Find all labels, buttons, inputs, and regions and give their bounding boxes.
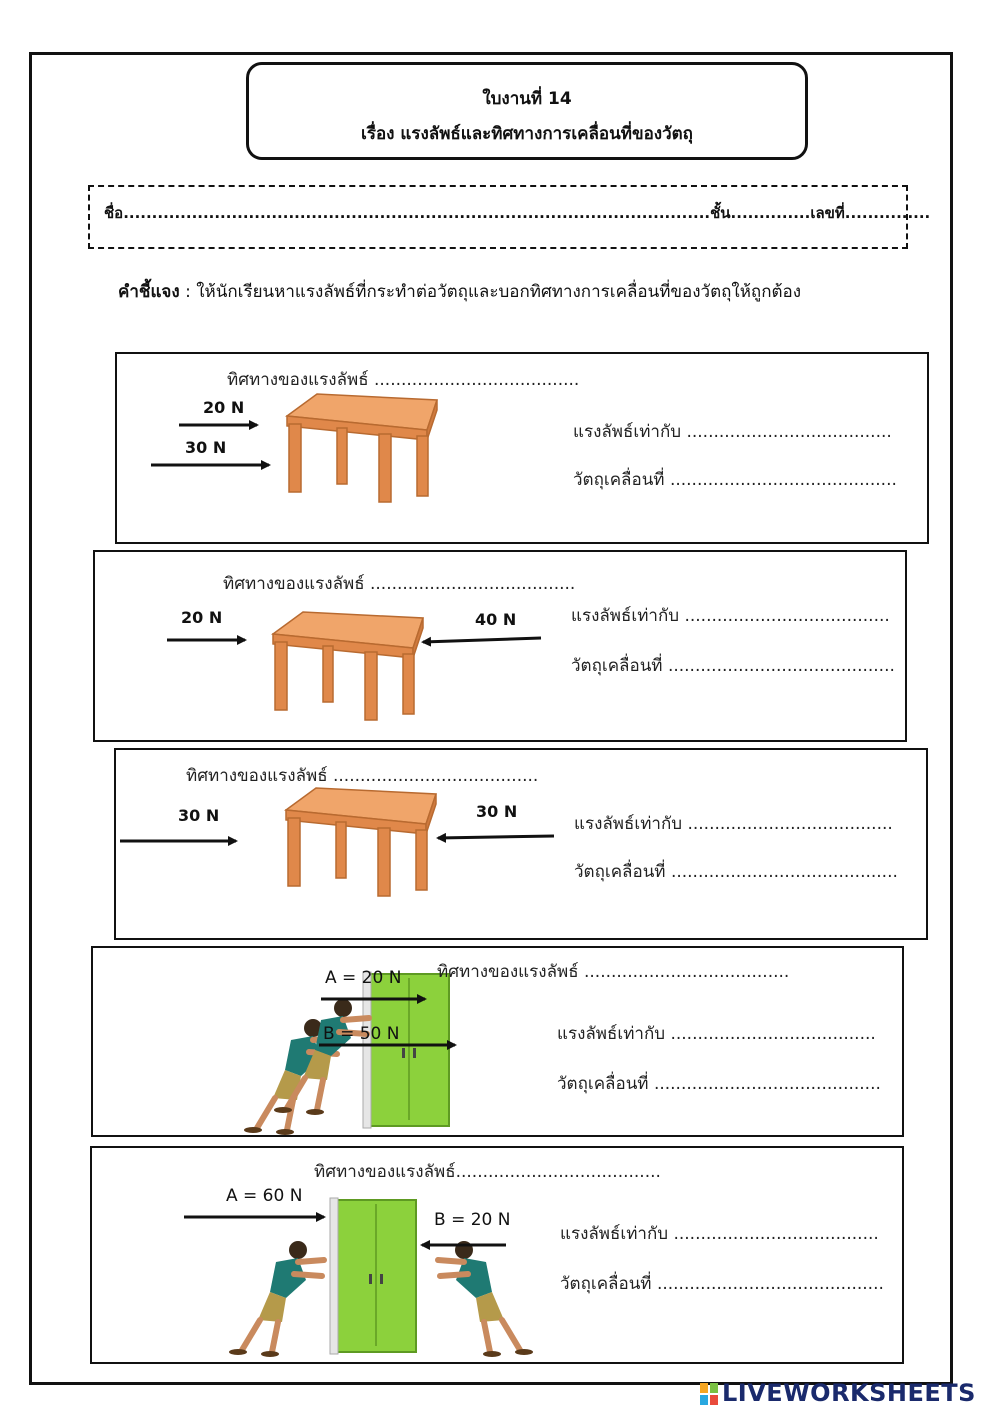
force-label: 30 N: [185, 438, 227, 457]
force-arrow-left: [438, 836, 554, 838]
instructions-label: คำชี้แจง: [118, 282, 180, 302]
direction-answer-blank[interactable]: ......................................: [369, 574, 576, 594]
moves-label: วัตถุเคลื่อนที่ ..........................................: [560, 1274, 884, 1294]
brand-mark-icon: [700, 1383, 718, 1405]
direction-answer-blank[interactable]: ......................................: [332, 766, 539, 786]
worksheet-number: ใบงานที่ 14: [482, 89, 572, 109]
resultant-label: แรงลัพธ์เท่ากับ ......................................: [573, 422, 892, 442]
resultant-answer-blank[interactable]: ......................................: [684, 606, 890, 626]
problem-1-art: [117, 354, 931, 546]
direction-answer-blank[interactable]: ......................................: [455, 1162, 661, 1182]
direction-label: ทิศทางของแรงลัพธ์ ......................................: [186, 766, 539, 786]
resultant-answer-blank[interactable]: ......................................: [687, 814, 893, 834]
direction-label: ทิศทางของแรงลัพธ์ ......................................: [227, 370, 580, 390]
force-label: A = 20 N: [325, 968, 402, 988]
direction-label: ทิศทางของแรงลัพธ์......................................: [314, 1162, 661, 1182]
problem-2-panel: [93, 550, 907, 742]
moves-answer-blank[interactable]: ..........................................: [667, 656, 895, 676]
brand-name: LIVEWORKSHEETS: [722, 1379, 976, 1407]
student-info-box: [88, 185, 931, 249]
resultant-answer-blank[interactable]: ......................................: [670, 1024, 876, 1044]
table-icon: [286, 788, 436, 896]
resultant-label: แรงลัพธ์เท่ากับ ......................................: [574, 814, 893, 834]
brand-logo: [700, 1379, 976, 1407]
force-arrow-left: [423, 638, 541, 642]
problem-5-panel: [90, 1146, 904, 1364]
problem-1-panel: [115, 352, 929, 544]
resultant-answer-blank[interactable]: ......................................: [673, 1224, 879, 1244]
force-label: A = 60 N: [226, 1186, 303, 1206]
instructions: [118, 278, 801, 305]
moves-label: วัตถุเคลื่อนที่ ..........................................: [574, 862, 898, 882]
resultant-label: แรงลัพธ์เท่ากับ ......................................: [571, 606, 890, 626]
moves-answer-blank[interactable]: ..........................................: [653, 1074, 881, 1094]
force-label: 20 N: [203, 398, 245, 417]
moves-label: วัตถุเคลื่อนที่ ..........................................: [571, 656, 895, 676]
worksheet-topic: เรื่อง แรงลัพธ์และทิศทางการเคลื่อนที่ของวัตถุ: [361, 124, 693, 144]
moves-answer-blank[interactable]: ..........................................: [670, 862, 898, 882]
force-label: 30 N: [476, 802, 518, 821]
direction-label: ทิศทางของแรงลัพธ์ ......................................: [223, 574, 576, 594]
title-box: [246, 62, 808, 160]
resultant-label: แรงลัพธ์เท่ากับ ......................................: [560, 1224, 879, 1244]
direction-answer-blank[interactable]: ......................................: [583, 962, 790, 982]
force-label: 20 N: [181, 608, 223, 627]
resultant-answer-blank[interactable]: ......................................: [686, 422, 892, 442]
force-label: 40 N: [475, 610, 517, 629]
problem-3-panel: [114, 748, 928, 940]
force-label: B = 50 N: [323, 1024, 400, 1044]
table-icon: [273, 612, 423, 720]
direction-answer-blank[interactable]: ......................................: [373, 370, 580, 390]
person-pushing-icon: [438, 1241, 533, 1357]
direction-label: ทิศทางของแรงลัพธ์ ......................................: [437, 962, 790, 982]
problem-4-panel: [91, 946, 904, 1137]
person-pushing-icon: [229, 1241, 324, 1357]
problem-2-art: [95, 552, 909, 744]
instructions-text: : ให้นักเรียนหาแรงลัพธ์ที่กระทำต่อวัตถุและบอกทิศทางการเคลื่อนที่ของวัตถุให้ถูกต้อง: [179, 282, 802, 302]
student-info-line[interactable]: ชื่อ.......................................................................................................ชั้น..............เลขที่...............: [104, 204, 931, 222]
force-label: B = 20 N: [434, 1210, 511, 1230]
moves-answer-blank[interactable]: ..........................................: [669, 470, 897, 490]
table-icon: [287, 394, 437, 502]
moves-label: วัตถุเคลื่อนที่ ..........................................: [557, 1074, 881, 1094]
moves-label: วัตถุเคลื่อนที่ ..........................................: [573, 470, 897, 490]
force-label: 30 N: [178, 806, 220, 825]
cabinet-icon: [363, 972, 449, 1128]
resultant-label: แรงลัพธ์เท่ากับ ......................................: [557, 1024, 876, 1044]
cabinet-icon: [330, 1198, 416, 1354]
problem-3-art: [116, 750, 930, 942]
moves-answer-blank[interactable]: ..........................................: [656, 1274, 884, 1294]
